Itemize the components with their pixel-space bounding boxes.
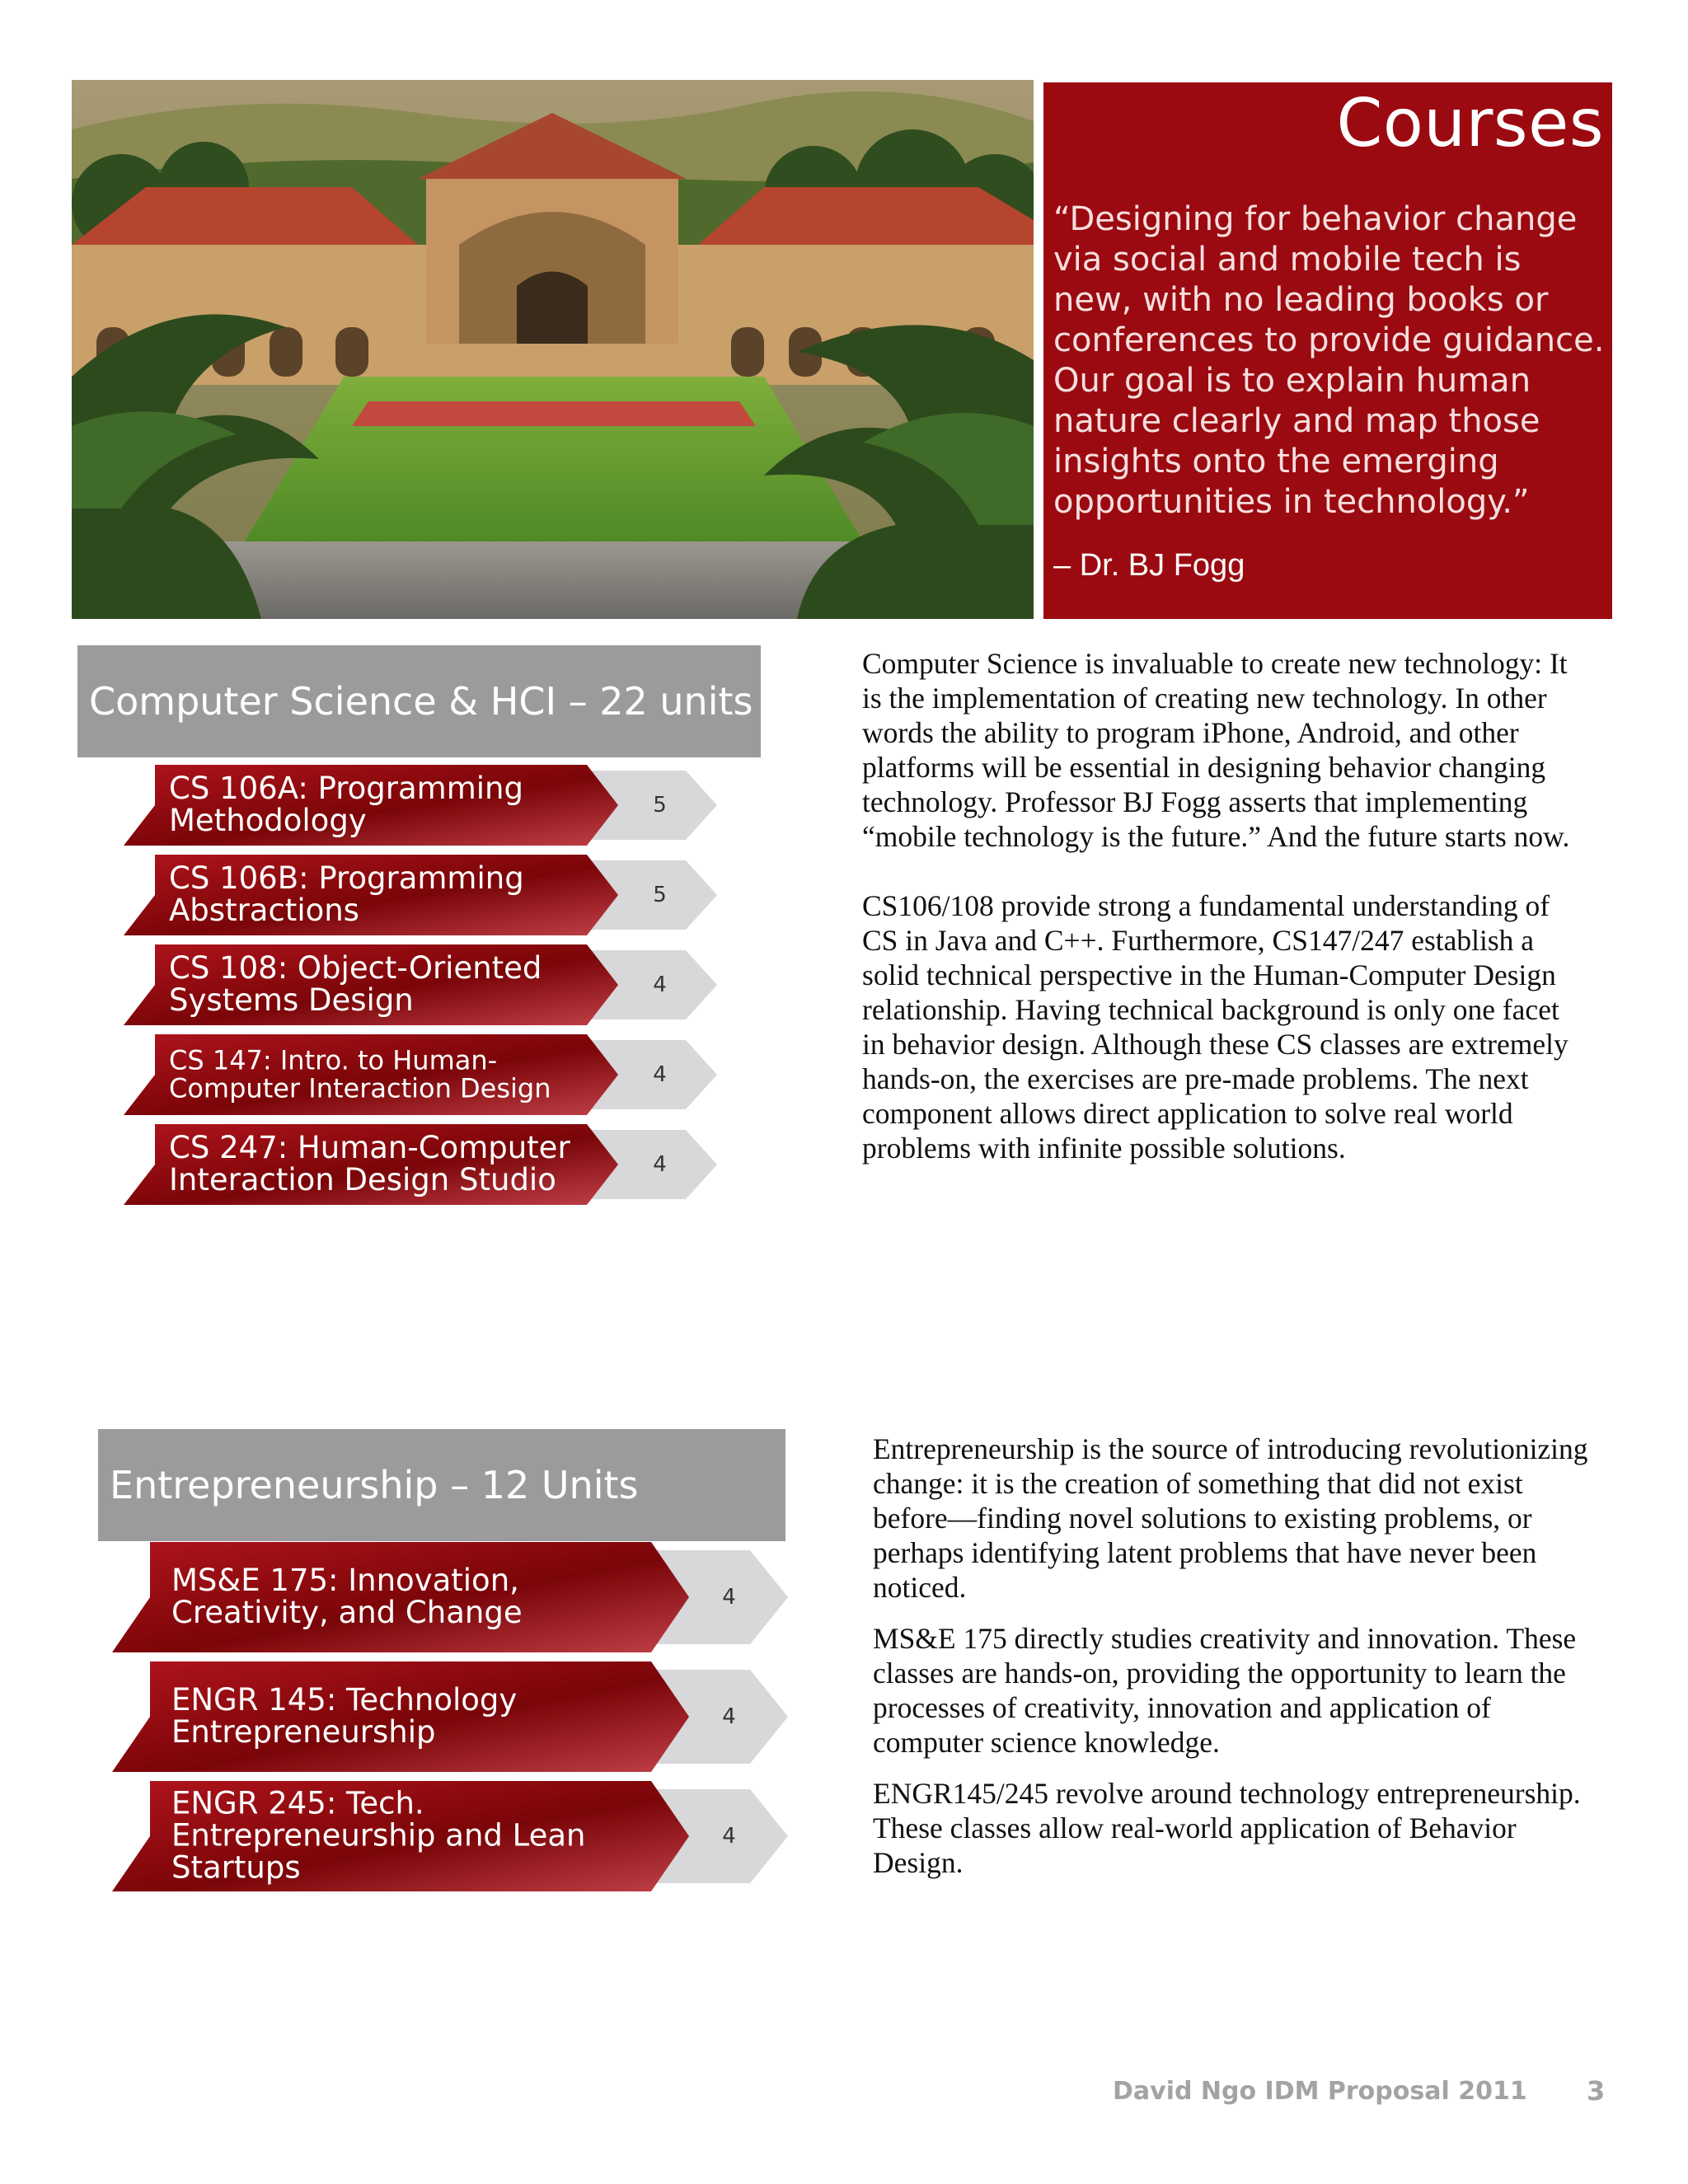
course-units: 4 bbox=[722, 1704, 736, 1729]
course-name: MS&E 175: Innovation, Creativity, and Change bbox=[171, 1563, 523, 1630]
course-name: ENGR 245: Tech. Entrepreneurship and Lean Startups bbox=[171, 1785, 586, 1886]
course-item bbox=[124, 944, 717, 1025]
course-name: CS 247: Human-Computer Interaction Design Studio bbox=[169, 1130, 570, 1197]
course-item bbox=[124, 1124, 717, 1205]
section-title: Entrepreneurship – 12 Units bbox=[110, 1463, 639, 1507]
quote-panel bbox=[1043, 82, 1612, 619]
page-number: 3 bbox=[1587, 2075, 1606, 2107]
paragraph: Entrepreneurship is the source of introducing revolutionizing change: it is the creation of something that did not exist before—finding novel solutions to existing problems, or perhaps identifying latent problems that have never been noticed. bbox=[873, 1432, 1588, 1604]
course-units: 4 bbox=[653, 1062, 667, 1087]
course-units: 4 bbox=[722, 1585, 736, 1610]
course-units: 5 bbox=[653, 883, 667, 907]
section-header-entrepreneurship bbox=[98, 1429, 785, 1541]
course-item bbox=[112, 1542, 788, 1652]
cs-description bbox=[862, 646, 1587, 1165]
course-name: ENGR 145: Technology Entrepreneurship bbox=[171, 1682, 518, 1750]
section-header-cs bbox=[77, 645, 761, 757]
course-units: 4 bbox=[653, 1152, 667, 1177]
course-units: 4 bbox=[722, 1824, 736, 1849]
section-title: Computer Science & HCI – 22 units bbox=[89, 679, 753, 724]
paragraph: ENGR145/245 revolve around technology entrepreneurship. These classes allow real-world application of Behavior Design. bbox=[873, 1777, 1581, 1879]
paragraph: Computer Science is invaluable to create new technology: It is the implementation of creating new technology. In other words the ability to program iPhone, Android, and other platforms will be essential in designing behavior changing technology. Professor BJ Fogg asserts that implementing “mobile technology is the future.” And the future starts now. bbox=[862, 647, 1570, 853]
course-item bbox=[124, 765, 717, 846]
campus-photo bbox=[72, 80, 1034, 619]
course-item bbox=[124, 855, 717, 935]
course-item bbox=[124, 1034, 717, 1115]
quote-text: “Designing for behavior change via social and mobile tech is new, with no leading books or conferences to provide guidance. Our goal is to explain human nature clearly and map those insights onto the emerging opportunities in technology.” bbox=[1053, 200, 1605, 521]
quote-attribution: – Dr. BJ Fogg bbox=[1053, 548, 1245, 583]
paragraph: MS&E 175 directly studies creativity and innovation. These classes are hands-on, providing the opportunity to learn the processes of creativity, innovation and application of computer science knowledge. bbox=[873, 1622, 1577, 1759]
footer-text: David Ngo IDM Proposal 2011 bbox=[1113, 2077, 1527, 2106]
course-name: CS 147: Intro. to Human-Computer Interaction Design bbox=[169, 1044, 551, 1104]
course-item bbox=[112, 1781, 788, 1891]
entrepreneurship-description bbox=[873, 1432, 1598, 1880]
page-title: Courses bbox=[1336, 85, 1604, 162]
course-units: 4 bbox=[653, 972, 667, 997]
course-name: CS 106B: Programming Abstractions bbox=[169, 860, 524, 928]
course-units: 5 bbox=[653, 793, 667, 818]
course-name: CS 108: Object-Oriented Systems Design bbox=[169, 950, 542, 1018]
paragraph: CS106/108 provide strong a fundamental understanding of CS in Java and C++. Furthermore, CS147/247 establish a solid technical perspective in the Human-Computer Design relationship. Having technical background is only one facet in behavior design. Although these CS classes are extremely hands-on, the exercises are pre-made problems. The next component allows direct application to solve real world problems with infinite possible solutions. bbox=[862, 889, 1568, 1165]
course-item bbox=[112, 1661, 788, 1772]
course-name: CS 106A: Programming Methodology bbox=[169, 771, 523, 838]
